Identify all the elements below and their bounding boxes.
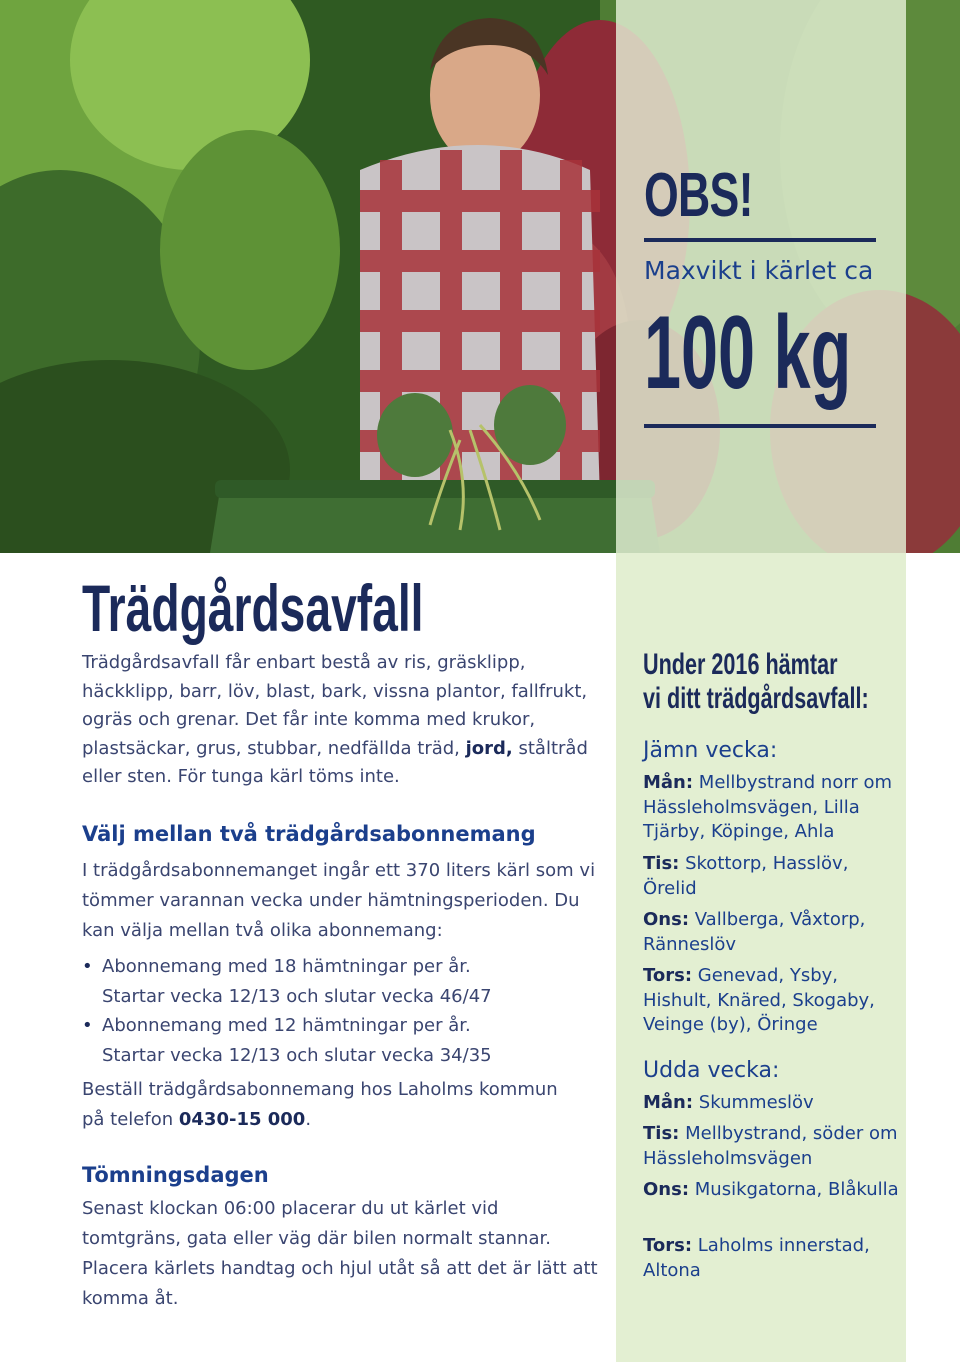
option-period: Startar vecka 12/13 och slutar vecka 34/35 <box>102 1044 492 1066</box>
page-title: Trädgårdsavfall <box>82 571 424 645</box>
area-list: Mellbystrand norr om Hässleholmsvägen, Lilla Tjärby, Köpinge, Ahla <box>643 772 893 842</box>
divider-bottom <box>644 424 876 428</box>
schedule-title-line2: vi ditt trädgårdsavfall: <box>643 682 869 715</box>
intro-text: Trädgårdsavfall får enbart bestå av ris, gräsklipp, häckklipp, barr, löv, blast, bark, vissna plantor, fallfrukt, ogräs och grenar. Det får inte komma med krukor, plastsäckar, grus, stubbar, nedfällda träd, <box>82 652 588 759</box>
even-week-monday <box>643 771 903 845</box>
even-week-tuesday <box>643 852 903 901</box>
odd-week-label: Udda vecka: <box>643 1058 780 1083</box>
emptying-paragraph: Senast klockan 06:00 placerar du ut kärlet vid tomtgräns, gata eller väg där bilen normalt stannar. Placera kärlets handtag och hjul utåt så att det är lätt att komma åt. <box>82 1198 598 1309</box>
even-week-label: Jämn vecka: <box>643 738 778 763</box>
odd-week-wednesday <box>643 1178 903 1203</box>
day-label: Mån: <box>643 772 694 793</box>
area-list: Laholms innerstad, Altona <box>643 1235 870 1281</box>
emptying-heading: Tömningsdagen <box>82 1163 269 1187</box>
odd-week-thursday <box>643 1234 903 1283</box>
day-label: Tis: <box>643 853 680 874</box>
order-paragraph <box>82 1075 582 1135</box>
area-list: Genevad, Ysby, Hishult, Knäred, Skogaby, Veinge (by), Öringe <box>643 965 875 1035</box>
order-end: . <box>305 1109 312 1130</box>
day-label: Mån: <box>643 1092 694 1113</box>
list-item <box>82 952 612 1011</box>
option-title: • Abonnemang med 12 hämtningar per år. <box>102 1015 471 1036</box>
subscription-paragraph: I trädgårdsabonnemanget ingår ett 370 liters kärl som vi tömmer varannan vecka under hämtningsperioden. Du kan välja mellan två olika abonnemang: <box>82 860 596 941</box>
intro-emphasis: jord, <box>465 737 513 759</box>
max-weight-label: Maxvikt i kärlet ca <box>644 256 874 285</box>
even-week-thursday <box>643 964 903 1038</box>
intro-text-end: ståltråd eller sten. För tunga kärl töms inte. <box>82 737 588 787</box>
day-label: Ons: <box>643 1179 690 1200</box>
day-label: Tis: <box>643 1123 680 1144</box>
subscription-options <box>82 952 612 1070</box>
area-list: Mellbystrand, söder om Hässleholmsvägen <box>643 1123 898 1169</box>
list-item <box>82 1011 612 1070</box>
sidebar <box>616 0 906 1362</box>
area-list: Musikgatorna, Blåkulla <box>689 1179 899 1200</box>
divider-top <box>644 238 876 242</box>
max-weight-value: 100 kg <box>644 295 852 411</box>
option-period: Startar vecka 12/13 och slutar vecka 46/47 <box>102 985 492 1007</box>
intro-paragraph <box>82 649 612 792</box>
day-label: Tors: <box>643 1235 693 1256</box>
odd-week-tuesday <box>643 1122 903 1171</box>
schedule-title <box>643 648 869 716</box>
area-list: Vallberga, Våxtorp, Ränneslöv <box>643 909 866 955</box>
schedule-title-line1: Under 2016 hämtar <box>643 648 838 681</box>
area-list: Skummeslöv <box>693 1092 814 1113</box>
odd-week-monday <box>643 1091 903 1116</box>
day-label: Ons: <box>643 909 690 930</box>
subscription-heading: Välj mellan två trädgårdsabonnemang <box>82 822 536 846</box>
area-list: Skottorp, Hasslöv, Örelid <box>643 853 849 899</box>
option-title: • Abonnemang med 18 hämtningar per år. <box>102 956 471 977</box>
phone-number: 0430-15 000 <box>178 1109 306 1130</box>
day-label: Tors: <box>643 965 693 986</box>
order-text: Beställ trädgårdsabonnemang hos Laholms kommun på telefon <box>82 1079 558 1130</box>
even-week-wednesday <box>643 908 903 957</box>
obs-heading: OBS! <box>644 161 753 230</box>
